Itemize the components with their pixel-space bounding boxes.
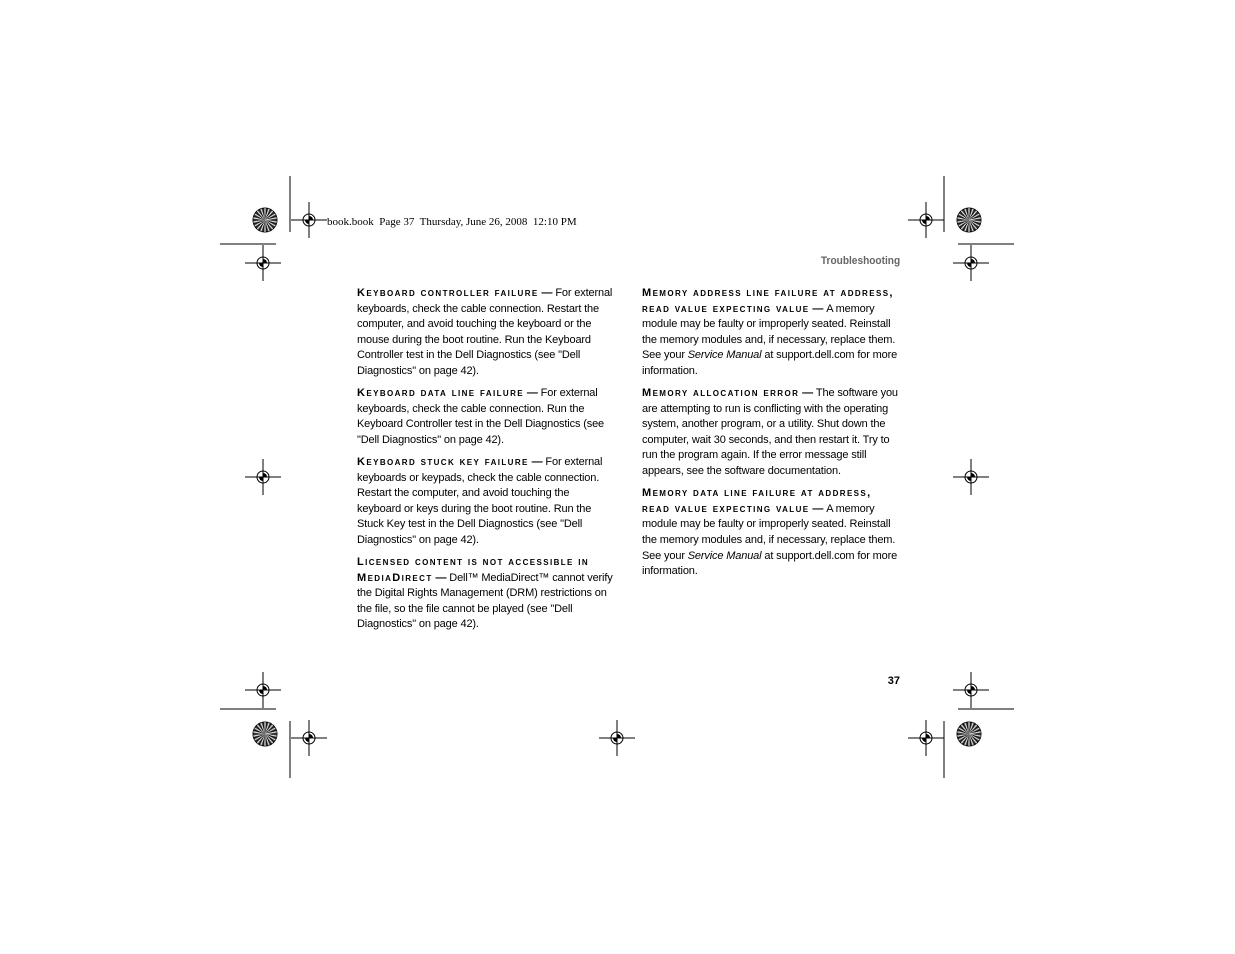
registration-mark	[245, 459, 281, 495]
entry-text: For external keyboards or keypads, check the cable connection. Restart the computer, and avoid touching the keyboard or keys during the boot routine. Run the Stuck Key test in the Dell Diagnostics (see "Dell Diagnostics" on page 42).	[357, 455, 603, 546]
entry-term: Memory data line failure at address, read value expecting value	[642, 487, 872, 515]
support-url: support.dell.com	[776, 349, 855, 362]
entry-text: for more information.	[642, 549, 898, 578]
entry-licensed-content	[357, 555, 615, 633]
registration-mark	[599, 720, 635, 756]
print-slug: book.book Page 37 Thursday, June 26, 2008 12:10 PM	[327, 216, 577, 228]
entry-text: for more information.	[642, 349, 898, 377]
entry-term: Licensed content is not accessible in MediaDirect	[357, 556, 590, 584]
entry-dash: —	[809, 302, 827, 315]
entry-dash: —	[524, 387, 541, 400]
entry-dash: —	[528, 455, 546, 468]
entry-text: The software you are attempting to run is conflicting with the operating system, another program, or a utility. Shut down the computer, wait 30 seconds, and then restart it. Try to run the program again. If the error message still appears, see the software documentation.	[642, 387, 898, 478]
registration-mark	[953, 672, 989, 708]
entry-dash: —	[799, 387, 816, 400]
left-column	[357, 286, 615, 639]
entry-dash: —	[809, 502, 827, 515]
entry-memory-data-line-failure	[642, 486, 900, 580]
entry-memory-allocation-error	[642, 386, 900, 480]
entry-text: at	[761, 549, 777, 562]
registration-mark	[245, 672, 281, 708]
entry-term: Memory address line failure at address, read value expecting value	[642, 287, 894, 315]
star-target-mark	[957, 722, 981, 746]
entry-text: Dell™ MediaDirect™ cannot verify the Digital Rights Management (DRM) restrictions on the file, so the file cannot be played (see "Dell Diagnostics" on page 42).	[357, 571, 613, 631]
running-head: Troubleshooting	[820, 255, 900, 267]
entry-term: Keyboard data line failure	[357, 387, 524, 400]
registration-mark	[291, 202, 327, 238]
entry-term: Keyboard stuck key failure	[357, 455, 529, 468]
manual-title: Service Manual	[687, 349, 762, 362]
entry-text: A memory module may be faulty or improperly seated. Reinstall the memory modules and, if necessary, replace them. See your	[642, 502, 896, 562]
entry-term: Keyboard controller failure	[357, 287, 539, 299]
registration-mark	[245, 245, 281, 281]
entry-text: at	[761, 349, 777, 362]
entry-text: For external keyboards, check the cable connection. Restart the computer, and avoid touching the keyboard or the mouse during the boot routine. Run the Keyboard Controller test in the Dell Diagnostics (see "Dell Diagnostics" on page 42).	[357, 287, 613, 377]
star-target-mark	[253, 722, 277, 746]
entry-text: A memory module may be faulty or improperly seated. Reinstall the memory modules and, if necessary, replace them. See your	[642, 302, 896, 362]
entry-keyboard-stuck-key-failure	[357, 455, 615, 549]
entry-text: For external keyboards, check the cable connection. Run the Keyboard Controller test in the Dell Diagnostics (see "Dell Diagnostics" on page 42).	[357, 387, 605, 446]
entry-dash: —	[538, 287, 556, 299]
entry-memory-address-line-failure	[642, 286, 900, 380]
registration-mark	[953, 245, 989, 281]
entry-keyboard-controller-failure	[357, 286, 615, 380]
registration-mark	[908, 202, 944, 238]
entry-keyboard-data-line-failure	[357, 386, 615, 448]
entry-dash: —	[432, 571, 450, 584]
registration-mark	[291, 720, 327, 756]
star-target-mark	[253, 208, 277, 232]
page-number: 37	[887, 675, 900, 687]
support-url: support.dell.com	[776, 549, 855, 562]
manual-title: Service Manual	[687, 549, 762, 562]
star-target-mark	[957, 208, 981, 232]
entry-term: Memory allocation error	[642, 387, 800, 400]
registration-mark	[953, 459, 989, 495]
right-column	[642, 286, 900, 586]
registration-mark	[908, 720, 944, 756]
